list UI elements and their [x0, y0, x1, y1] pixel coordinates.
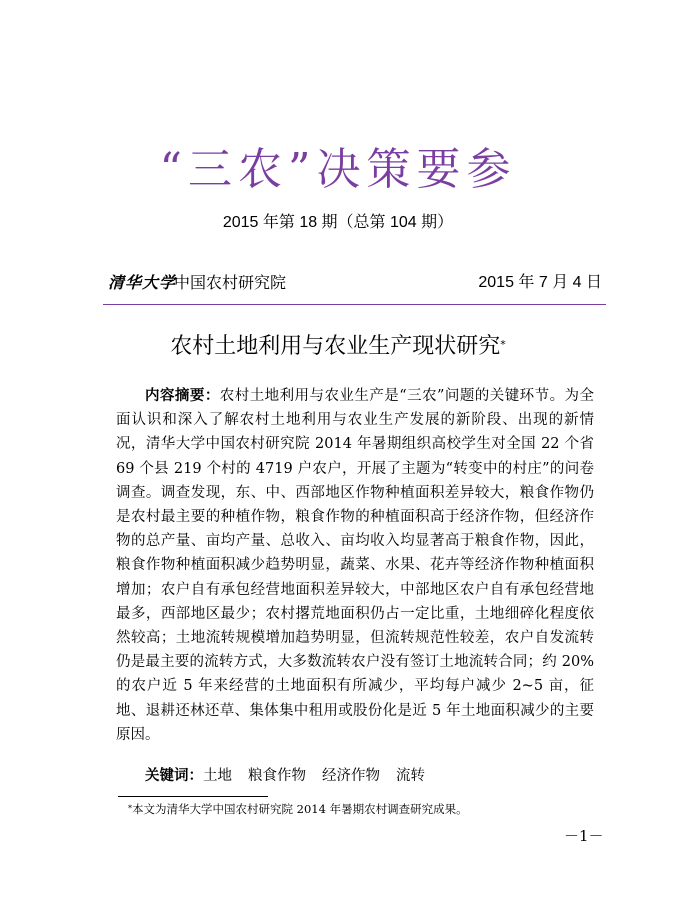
- page-number: －1－: [564, 827, 604, 845]
- keyword: 经济作物: [322, 768, 380, 784]
- footnote: [128, 800, 468, 818]
- publisher-row: [108, 272, 602, 296]
- masthead-title: “三农”决策要参: [159, 144, 517, 195]
- keywords-label: 关键词：: [145, 768, 203, 784]
- article-title-text: 农村土地利用与农业生产现状研究: [170, 334, 501, 359]
- publisher-org: 中国农村研究院: [174, 273, 287, 292]
- keywords: [116, 764, 594, 788]
- abstract-text: 农村土地利用与农业生产是“三农”问题的关键环节。为全面认识和深入了解农村土地利用与农业生产发展的新阶段、出现的新情况，清华大学中国农村研究院 2014 年暑期组织高校学生对全国 22 个省 69 个县 219 个村的 4719 户农户，开展了主题为“转变中的村庄”的问卷调查。调查发现，东、中、西部地区作物种植面积差异较大，粮食作物仍是农村最主要的种植作物，粮食作物的种植面积高于经济作物，但经济作物的总产量、亩均产量、总收入、亩均收入均显著高于粮食作物，因此，粮食作物种植面积减少趋势明显，蔬菜、水果、花卉等经济作物种植面积增加；农户自有承包经营地面积差异较大，中部地区农户自有承包经营地最多，西部地区最少；农村撂荒地面积仍占一定比重，土地细碎化程度依然较高；土地流转规模增加趋势明显，但流转规范性较差，农户自发流转仍是最主要的流转方式，大多数流转农户没有签订土地流转合同；约 20%的农户近 5 年来经营的土地面积有所减少，平均每户减少 2~5 亩，征地、退耕还林还草、集体集中租用或股份化是近 5 年土地面积减少的主要原因。: [116, 388, 594, 743]
- keyword: 土地: [203, 768, 232, 784]
- footnote-mark: *: [128, 804, 132, 813]
- abstract: [116, 384, 594, 747]
- header-divider: [103, 304, 606, 305]
- footnote-divider: [118, 796, 268, 797]
- keyword: 流转: [396, 768, 425, 784]
- issue-number: 2015 年第 18 期（总第 104 期）: [222, 214, 454, 231]
- abstract-label: 内容摘要：: [145, 388, 220, 404]
- title-footnote-mark: *: [500, 338, 506, 351]
- article-title: [0, 332, 676, 362]
- keyword: 粮食作物: [248, 768, 306, 784]
- university-logo: 清华大学: [108, 273, 177, 292]
- footnote-text: 本文为清华大学中国农村研究院 2014 年暑期农村调查研究成果。: [132, 802, 468, 816]
- publish-date: 2015 年 7 月 4 日: [478, 274, 602, 291]
